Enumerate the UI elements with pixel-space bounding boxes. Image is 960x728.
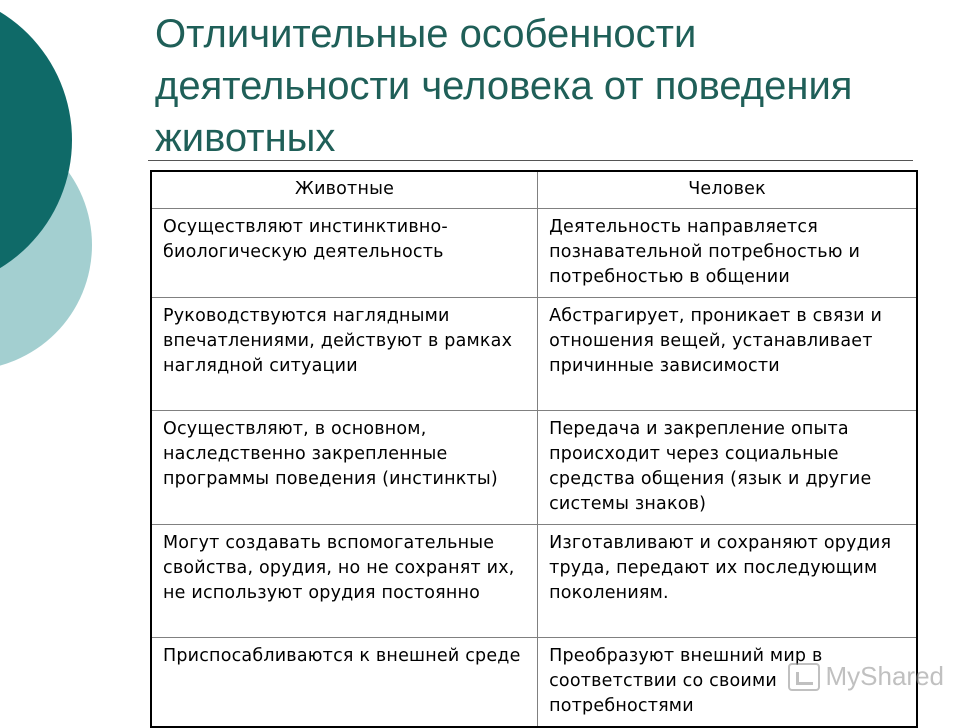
table-row (151, 209, 917, 298)
table-row (151, 298, 917, 411)
header-animals: Животные (151, 171, 538, 209)
presentation-board-icon (788, 663, 820, 691)
table-row (151, 525, 917, 638)
comparison-table (150, 170, 918, 728)
page-title: Отличительные особенности деятельности человека от поведения животных (155, 12, 853, 160)
animal-cell: Осуществляют, в основном, наследственно закрепленные программы поведения (инстинкты) (151, 411, 538, 525)
animal-cell: Руководствуются наглядными впечатлениями, действуют в рамках наглядной ситуации (151, 298, 538, 411)
human-cell: Деятельность направляется познавательной потребностью и потребностью в общении (538, 209, 917, 298)
header-human: Человек (538, 171, 917, 209)
human-cell: Абстрагирует, проникает в связи и отношения вещей, устанавливает причинные зависимости (538, 298, 917, 411)
watermark-text: MyShared (825, 661, 944, 691)
watermark (788, 661, 945, 692)
table-header-row (151, 171, 917, 209)
animal-cell: Осуществляют инстинктивно-биологическую деятельность (151, 209, 538, 298)
human-cell: Преобразуют внешний мир в соответствии со своими потребностями (538, 638, 917, 728)
human-cell: Изготавливают и сохраняют орудия труда, передают их последующим поколениям. (538, 525, 917, 638)
animal-cell: Могут создавать вспомогательные свойства, орудия, но не сохранят их, не используют орудия постоянно (151, 525, 538, 638)
human-cell: Передача и закрепление опыта происходит через социальные средства общения (язык и другие системы знаков) (538, 411, 917, 525)
table-row (151, 411, 917, 525)
title-divider (148, 160, 913, 161)
animal-cell: Приспосабливаются к внешней среде (151, 638, 538, 728)
